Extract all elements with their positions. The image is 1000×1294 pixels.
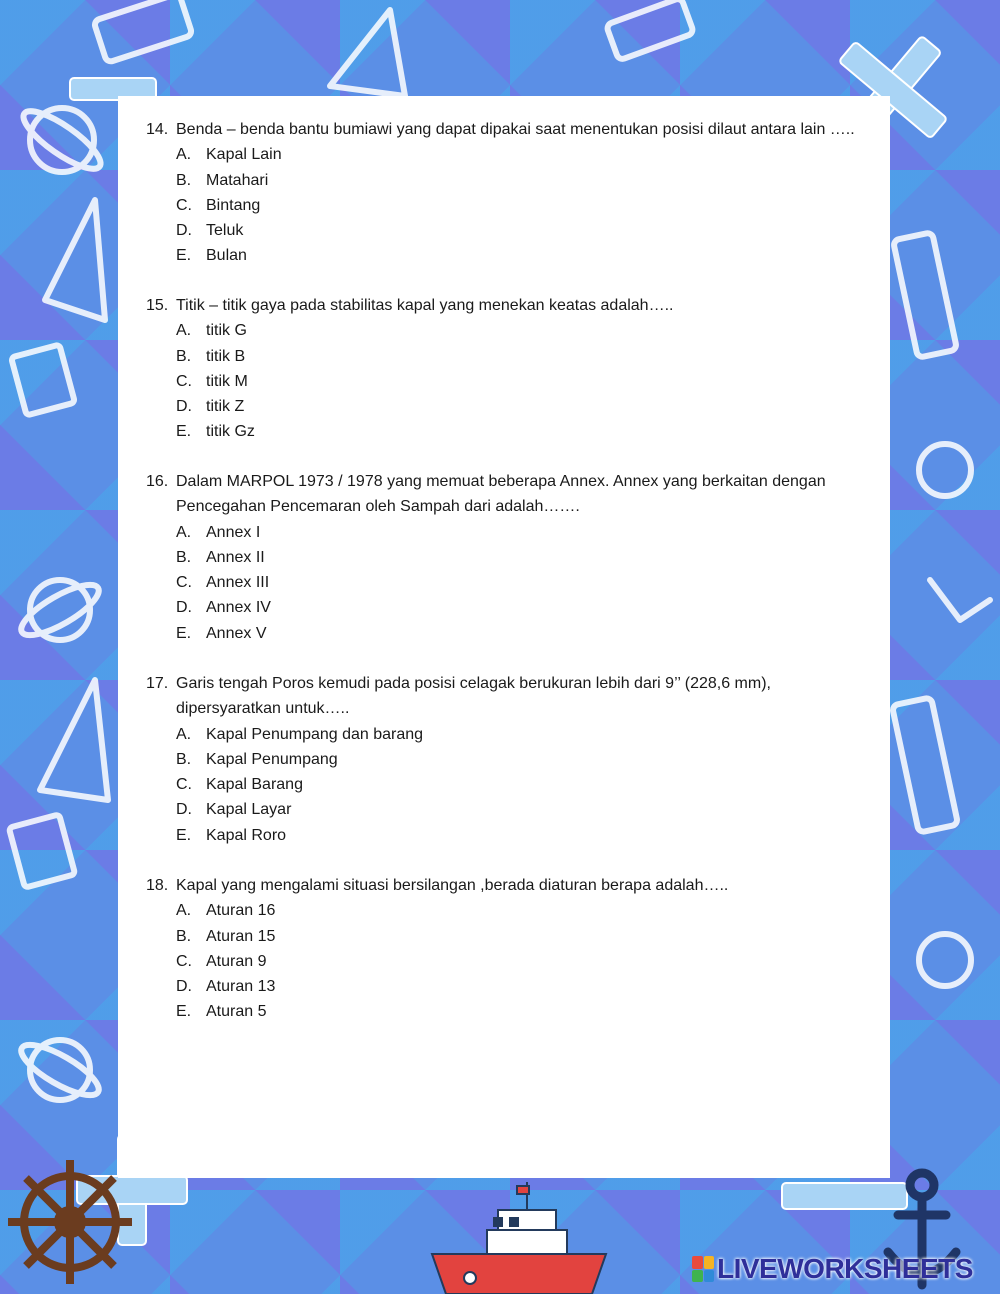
triangle-ruler-icon: [40, 680, 108, 800]
question-18: [146, 873, 868, 1025]
option-letter: C.: [176, 196, 192, 214]
question-number: 14.: [146, 121, 169, 138]
ship-wheel-icon: [8, 1160, 132, 1284]
option-letter: B.: [176, 750, 192, 768]
answer-option[interactable]: [146, 520, 868, 545]
question-stem: [146, 873, 868, 898]
option-text: Kapal Layar: [206, 801, 292, 819]
option-text: Annex III: [206, 574, 270, 592]
option-text: Kapal Penumpang: [206, 750, 338, 768]
option-text: Annex V: [206, 624, 267, 642]
minus-sign-icon: [782, 1183, 907, 1209]
question-17: [146, 671, 868, 848]
triangle-ruler-icon: [330, 10, 405, 96]
option-letter: B.: [176, 347, 192, 365]
logo-badge-icon: [692, 1256, 714, 1282]
question-text: Dalam MARPOL 1973 / 1978 yang memuat beberapa Annex. Annex yang berkaitan dengan Pencegahan Pencemaran oleh Sampah dari adalah…….: [176, 473, 826, 516]
question-stem: [146, 671, 868, 722]
option-text: Aturan 5: [206, 1003, 267, 1021]
question-text: Kapal yang mengalami situasi bersilangan ,berada diaturan berapa adalah…..: [176, 877, 729, 894]
note-doodle-icon: [11, 345, 75, 416]
answer-option[interactable]: [146, 797, 868, 822]
question-number: 18.: [146, 877, 169, 894]
option-text: Bintang: [206, 196, 261, 214]
option-text: titik B: [206, 347, 246, 365]
option-letter: B.: [176, 927, 192, 945]
answer-option[interactable]: [146, 394, 868, 419]
option-letter: A.: [176, 725, 192, 743]
question-text: Garis tengah Poros kemudi pada posisi celagak berukuran lebih dari 9’’ (228,6 mm), dipersyaratkan untuk…..: [176, 675, 771, 718]
option-text: Aturan 13: [206, 978, 276, 996]
arrow-doodle-icon: [930, 580, 990, 620]
answer-option[interactable]: [146, 369, 868, 394]
option-letter: B.: [176, 171, 192, 189]
lightbulb-doodle-icon: [919, 934, 971, 986]
option-text: Teluk: [206, 222, 244, 240]
option-text: Kapal Penumpang dan barang: [206, 725, 424, 743]
answer-option[interactable]: [146, 419, 868, 444]
answer-option[interactable]: [146, 722, 868, 747]
option-letter: E.: [176, 624, 192, 642]
question-number: 17.: [146, 675, 169, 692]
option-letter: E.: [176, 1003, 192, 1021]
note-doodle-icon: [9, 814, 75, 887]
option-text: Annex II: [206, 548, 265, 566]
answer-option[interactable]: [146, 193, 868, 218]
answer-option[interactable]: [146, 545, 868, 570]
answer-option[interactable]: [146, 318, 868, 343]
option-letter: B.: [176, 548, 192, 566]
option-letter: D.: [176, 801, 192, 819]
option-letter: C.: [176, 776, 192, 794]
option-letter: D.: [176, 599, 192, 617]
ruler-doodle-icon: [893, 232, 957, 358]
option-letter: D.: [176, 222, 192, 240]
option-text: titik M: [206, 372, 248, 390]
pencil-doodle-icon: [93, 0, 192, 63]
answer-option[interactable]: [146, 621, 868, 646]
option-text: Kapal Roro: [206, 826, 287, 844]
question-stem: [146, 469, 868, 520]
question-14: [146, 117, 868, 269]
question-number: 15.: [146, 297, 169, 314]
option-text: Annex IV: [206, 599, 271, 617]
answer-option[interactable]: [146, 823, 868, 848]
option-letter: A.: [176, 902, 192, 920]
option-letter: E.: [176, 826, 192, 844]
question-16: [146, 469, 868, 646]
question-stem: [146, 293, 868, 318]
pencil-doodle-icon: [606, 0, 694, 61]
option-letter: E.: [176, 247, 192, 265]
option-text: Aturan 15: [206, 927, 276, 945]
option-text: Aturan 16: [206, 902, 276, 920]
answer-option[interactable]: [146, 924, 868, 949]
answer-option[interactable]: [146, 570, 868, 595]
option-text: titik G: [206, 322, 247, 340]
question-text: Titik – titik gaya pada stabilitas kapal yang menekan keatas adalah…..: [176, 297, 674, 314]
option-text: Aturan 9: [206, 952, 267, 970]
question-number: 16.: [146, 473, 169, 490]
option-letter: A.: [176, 322, 192, 340]
option-letter: A.: [176, 523, 192, 541]
answer-option[interactable]: [146, 218, 868, 243]
answer-option[interactable]: [146, 949, 868, 974]
ship-illustration: [432, 1182, 606, 1294]
answer-option[interactable]: [146, 595, 868, 620]
liveworksheets-logo[interactable]: [692, 1252, 973, 1286]
option-text: Kapal Lain: [206, 146, 282, 164]
option-letter: D.: [176, 978, 192, 996]
question-15: [146, 293, 868, 445]
option-letter: C.: [176, 372, 192, 390]
answer-option[interactable]: [146, 142, 868, 167]
option-text: titik Gz: [206, 423, 255, 441]
option-letter: C.: [176, 952, 192, 970]
question-stem: [146, 117, 868, 142]
option-letter: D.: [176, 398, 192, 416]
answer-option[interactable]: [146, 243, 868, 268]
answer-option[interactable]: [146, 898, 868, 923]
answer-option[interactable]: [146, 974, 868, 999]
lightbulb-doodle-icon: [919, 444, 971, 496]
option-letter: A.: [176, 146, 192, 164]
answer-option[interactable]: [146, 168, 868, 193]
option-letter: E.: [176, 423, 192, 441]
option-text: Bulan: [206, 247, 247, 265]
triangle-ruler-icon: [45, 200, 105, 320]
option-text: titik Z: [206, 398, 245, 416]
question-text: Benda – benda bantu bumiawi yang dapat dipakai saat menentukan posisi dilaut antara lain …..: [176, 121, 855, 138]
answer-option[interactable]: [146, 344, 868, 369]
answer-option[interactable]: [146, 747, 868, 772]
logo-text: LIVEWORKSHEETS: [717, 1253, 973, 1284]
option-text: Matahari: [206, 171, 269, 189]
answer-option[interactable]: [146, 999, 868, 1024]
option-letter: C.: [176, 574, 192, 592]
ruler-doodle-icon: [892, 697, 958, 832]
answer-option[interactable]: [146, 772, 868, 797]
option-text: Annex I: [206, 523, 261, 541]
option-text: Kapal Barang: [206, 776, 303, 794]
